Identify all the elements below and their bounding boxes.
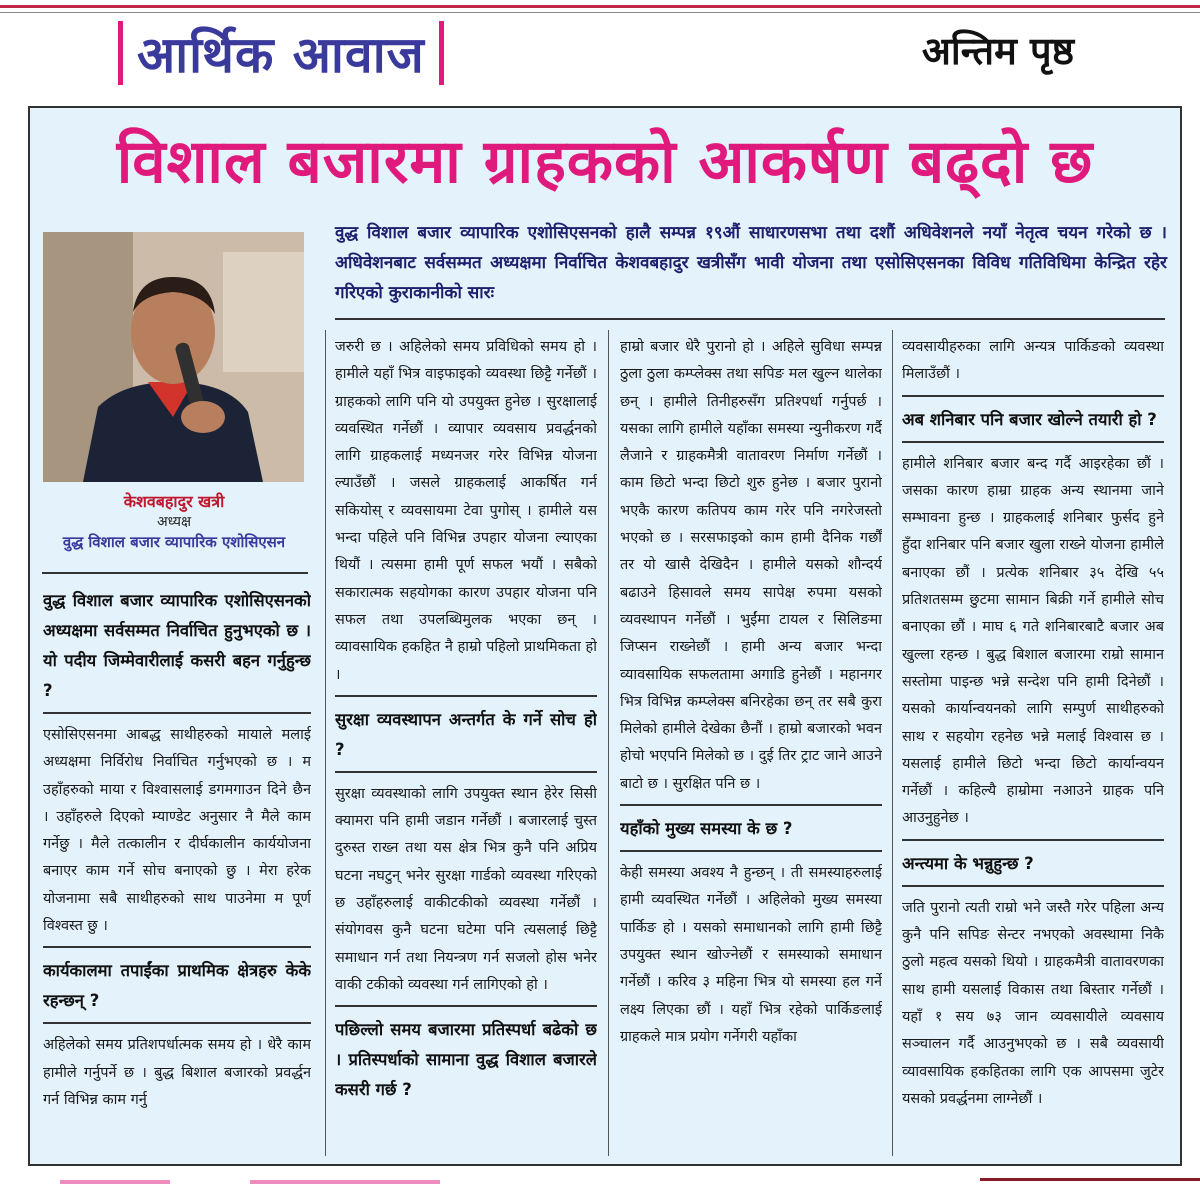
lead-paragraph: वुद्ध विशाल बजार व्यापारिक एशोसिएसनको हालै सम्पन्न १९औं साधारणसभा तथा दशौं अधिवेशनले नयाँ नेतृत्व चयन गरेको छ । अधिवेशनबाट सर्वसम्मत अध्यक्षमा निर्वाचित केशवबहादुर खत्रीसँग भावी योजना तथा एसोसिएसनका विविध गतिविधिमा केन्द्रित रहेर गरिएको कुराकानीको सारः — [335, 223, 1167, 303]
question-divider — [335, 771, 597, 773]
question: अन्त्यमा के भन्नुहुन्छ ? — [902, 853, 1034, 873]
caption-organization: वुद्ध विशाल बजार व्यापारिक एशोसिएसन — [62, 533, 286, 551]
answer: केही समस्या अवश्य नै हुन्छन् । ती समस्याहरुलाई हामी व्यवस्थित गर्नेछौं । अहिलेको मुख्य समस्या पार्किङ हो । यसको समाधानको लागि हामी छिट्टै उपयुक्त स्थान खोज्नेछौं र समस्याको समाधान गर्नेछौं । करिव ३ महिना भित्र यो समस्या हल गर्ने लक्ष्य लिएका छौं । यहाँ भित्र रहेको पार्किङलाई ग्राहकले मात्र प्रयोग गर्नेगरी यहाँका — [620, 865, 882, 1045]
answer: सुरक्षा व्यवस्थाको लागि उपयुक्त स्थान हेरेर सिसी क्यामरा पनि हामी जडान गर्नेछौं । बजारलाई चुस्त दुरुस्त राख्न तथा यस क्षेत्र भित्र कुनै पनि अप्रिय घटना नघटुन् भनेर सुरक्षा गार्डको व्यवस्था गरिएको छ उहाँहरुलाई वाकीटकीको व्यवस्था गर्नेछौं । संयोगवस कुनै घटना घटेमा पनि त्यसलाई छिट्टै समाधान गर्न तथा नियन्त्रण गर्न सजलो होस भनेर वाकी टकीको व्यवस्था गर्न लागिएको हो । — [335, 785, 597, 993]
portrait-illustration — [43, 232, 304, 482]
masthead — [118, 18, 444, 88]
footer-band — [0, 1172, 1200, 1187]
question-divider — [335, 1005, 597, 1007]
answer: व्यवसायीहरुका लागि अन्यत्र पार्किङको व्यवस्था मिलाउँछौं । — [902, 339, 1164, 383]
portrait-photo — [43, 232, 304, 482]
article-panel — [28, 106, 1182, 1166]
column-divider — [892, 330, 893, 1156]
headline: विशाल बजारमा ग्राहकको आकर्षण बढ्दो छ — [116, 127, 1094, 197]
column-divider — [608, 330, 609, 1156]
answer: अहिलेको समय प्रतिशपर्धात्मक समय हो । धेरै काम हामीले गर्नुपर्ने छ । बुद्ध बिशाल बजारको प्रवर्द्धन गर्न विभिन्न काम गर्नु — [43, 1037, 311, 1108]
footer-accent — [980, 1178, 1200, 1181]
photo-caption — [38, 492, 310, 552]
question-divider — [43, 946, 311, 948]
question-divider — [902, 839, 1164, 841]
question: कार्यकालमा तपाईंका प्राथमिक क्षेत्रहरु केके रहन्छन् ? — [43, 961, 311, 1011]
question-divider — [902, 885, 1164, 887]
lead-divider — [335, 318, 1165, 320]
top-rule — [0, 5, 1200, 8]
caption-name: केशवबहादुर खत्री — [123, 492, 225, 511]
masthead-title: आर्थिक आवाज — [137, 25, 425, 84]
question: पछिल्लो समय बजारमा प्रतिस्पर्धा बढेको छ । प्रतिस्पर्धाको सामाना वुद्ध विशाल बजारले कसरी गर्छ ? — [335, 1020, 597, 1100]
answer: जति पुरानो त्यती राम्रो भने जस्तै गरेर पहिला अन्य कुनै पनि सपिङ सेन्टर नभएको अवस्थामा निकै ठुलो महत्व यसको थियो । ग्राहकमैत्री वातावरणका साथ हामी यसलाई विकास तथा बिस्तार गर्नेछौं । यहाँ १ सय ७३ जान व्यवसायीले व्यवसाय सञ्चालन गर्दै आउनुभएको छ । सबै व्यवसायी व्यावसायिक हकहितका लागि एक आपसमा जुटेर यसको प्रवर्द्धनमा लाग्नेछौं । — [902, 899, 1164, 1107]
column-3 — [620, 334, 882, 1164]
caption-role: अध्यक्ष — [156, 514, 192, 530]
question: यहाँको मुख्य समस्या के छ ? — [620, 819, 793, 839]
column-1 — [43, 586, 311, 1161]
question-divider — [335, 695, 597, 697]
question-divider — [902, 395, 1164, 397]
question: सुरक्षा व्यवस्थापन अन्तर्गत के गर्ने सोच हो ? — [335, 709, 597, 759]
page-label: अन्तिम पृष्ठ — [921, 29, 1074, 73]
question: अब शनिबार पनि बजार खोल्ने तयारी हो ? — [902, 409, 1157, 429]
question-divider — [43, 712, 311, 714]
answer: एसोसिएसनमा आबद्ध साथीहरुको मायाले मलाई अध्यक्षमा निर्विरोध निर्वाचित गर्नुभएको छ । म उहाँहरुको माया र विश्वासलाई डगमगाउन दिने छैन । उहाँहरुले दिएको म्याण्डेट अनुसार नै मैले काम गर्नेछु । मैले तत्कालीन र दीर्घकालीन कार्ययोजना बनाएर काम गर्ने सोच बनाएको छु । मेरा हरेक योजनामा सबै साथीहरुको साथ पाउनेमा म पूर्ण विश्वस्त छु । — [43, 727, 311, 935]
column-2 — [335, 334, 597, 1164]
footer-accent — [250, 1180, 440, 1184]
footer-accent — [60, 1180, 170, 1184]
column-divider — [325, 330, 326, 1156]
question-divider — [43, 1022, 311, 1024]
caption-divider — [42, 572, 308, 574]
top-thin-rule — [0, 12, 1200, 13]
masthead-bar-right — [439, 21, 444, 85]
question: वुद्ध विशाल बजार व्यापारिक एशोसिएसनको अध्यक्षमा सर्वसम्मत निर्वाचित हुनुभएको छ । यो पदीय जिम्मेवारीलाई कसरी बहन गर्नुहुन्छ ? — [43, 591, 311, 700]
answer: हाम्रो बजार धेरै पुरानो हो । अहिले सुविधा सम्पन्न ठुला ठुला कम्प्लेक्स तथा सपिङ मल खुल्न थालेका छन् । हामीले तिनीहरुसँग प्रतिश्पर्धा गर्नुपर्छ । यसका लागि हामीले यहाँका समस्या न्युनीकरण गर्दै लैजाने र ग्राहकमैत्री वातावरण निर्माण गर्नेछौं । काम छिटो भन्दा छिटो शुरु हुनेछ । बजार पुरानो भएकै कारण कतिपय काम गरेर पनि नगरेजस्तो भएको छ । सरसफाइको काम हामी दैनिक गर्छौं तर यो खासै देखिदैन । हामीले यसको शौन्दर्य बढाउने हिसावले समय सापेक्ष रुपमा यसको व्यवस्थापन गर्नेछौं । भुईंमा टायल र सिलिङमा जिप्सन राख्नेछौं । हामी अन्य बजार भन्दा व्यावसायिक सफलतामा अगाडि हुनेछौं । महानगर भित्र विभिन्न कम्प्लेक्स बनिरहेका छन् तर सबै कुरा मिलेको हामीले देखेका छैनौं । हाम्रो बजारको भवन होचो भएपनि मिलेको छ । दुई तिर ट्राट जाने आउने बाटो छ । सुरक्षित पनि छ । — [620, 339, 882, 792]
question-divider — [620, 804, 882, 806]
column-4 — [902, 334, 1164, 1164]
question-divider — [902, 441, 1164, 443]
question-divider — [620, 850, 882, 852]
answer: हामीले शनिबार बजार बन्द गर्दै आइरहेका छौं । जसका कारण हाम्रा ग्राहक अन्य स्थानमा जाने सम्भावना हुन्छ । ग्राहकलाई शनिबार फुर्सद हुने हुँदा शनिबार पनि बजार खुला राख्ने योजना हामीले बनाएका छौं । प्रत्येक शनिबार ३५ देखि ५५ प्रतिशतसम्म छुटमा सामान बिक्री गर्ने हामीले सोच बनाएका छौं । माघ ६ गते शनिबारबाटै बजार अब खुल्ला रहन्छ । बुद्ध बिशाल बजारमा राम्रो सामान सस्तोमा पाइन्छ भन्ने सन्देश पनि हामी दिनेछौं । यसको कार्यान्वयनको लागि सम्पुर्ण साथीहरुको साथ र सहयोग रहनेछ भन्ने मलाई विश्वास छ । यसलाई हामीले छिटो भन्दा छिटो कार्यान्वयन गर्नेछौं । कहिल्यै हाम्रोमा नआउने ग्राहक पनि आउनुहुनेछ । — [902, 455, 1164, 827]
answer: जरुरी छ । अहिलेको समय प्रविधिको समय हो । हामीले यहाँ भित्र वाइफाइको व्यवस्था छिट्टै गर्नेछौं । ग्राहकको लागि पनि यो उपयुक्त हुनेछ । सुरक्षालाई व्यवस्थित गर्नेछौं । व्यापार व्यवसाय प्रवर्द्धनको लागि ग्राहकलाई मध्यनजर गरेर विभिन्न योजना ल्याउँछौं । जसले ग्राहकलाई आकर्षित गर्न सकियोस् र व्यवसायमा टेवा पुगोस् । हामीले यस भन्दा पहिले पनि विभिन्न उपहार योजना ल्याएका थियौं । त्यसमा हामी पूर्ण सफल भयौं । सबैको सकारात्मक सहयोगका कारण उपहार योजना पनि सफल तथा उपलब्धिमुलक भएका छन् । व्यावसायिक हकहित नै हाम्रो पहिलो प्राथमिकता हो । — [335, 339, 597, 683]
